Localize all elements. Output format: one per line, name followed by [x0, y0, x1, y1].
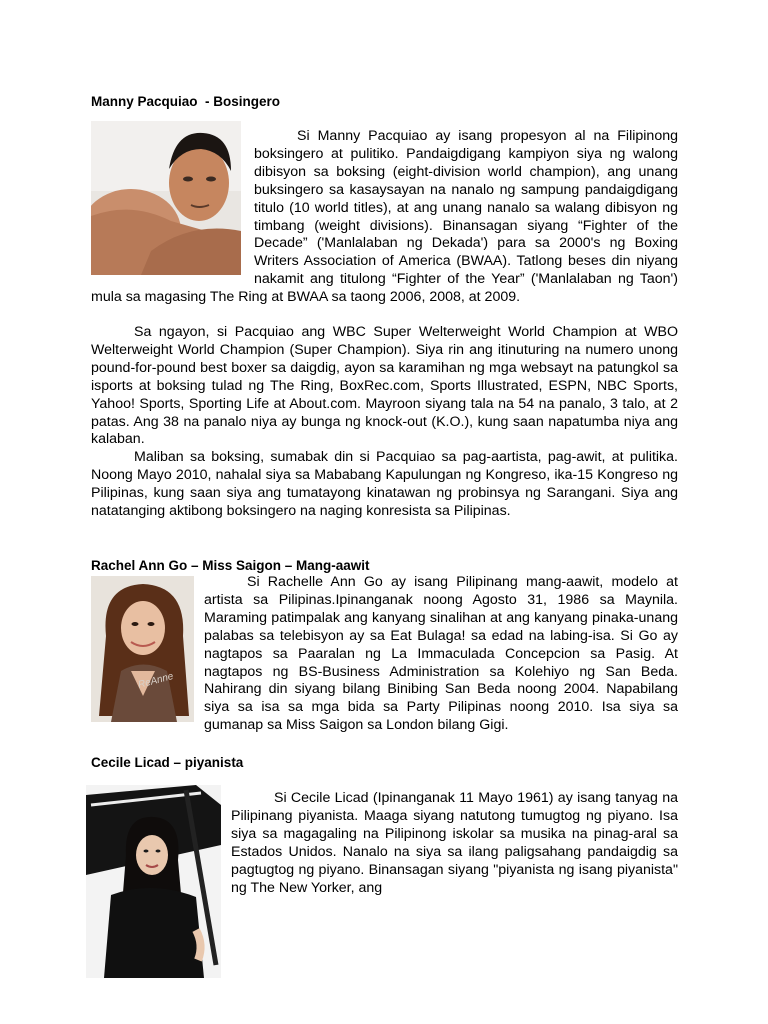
paragraph-text: Si Manny Pacquiao ay isang propesyon al na Filipinong boksingero at pulitiko. Pandaigdigang kampiyon siya ng walong dibisyon sa boksing (eight-division world champion), ang unang buksingero sa kasaysayan na nanalo ng sampung pandaigdigang titulo (10 world titles), at ang unang nanalo sa walang dibisyon ng timbang (weight divisions). Binansagan siyang “Fighter of the Decade” ('Manlalaban ng Dekada') para sa 2000's ng Boxing Writers Association of America (BWAA). Tatlong beses din niyang nakamit ang titulong “Fighter of the Year” ('Manlalaban ng Taon') mula sa magasing The Ring at BWAA sa taong 2006, 2008, at 2009. — [91, 128, 678, 306]
photo-cecile-licad — [86, 785, 221, 978]
paragraph-cecile-licad: Si Cecile Licad (Ipinanganak 11 Mayo 1961) ay isang tanyag na Pilipinang piyanista. Maaga siyang natutong tumugtog ng piyano. Isa siya sa magagaling na Pilipinong iskolar sa musika na pinag-aral sa Estados Unidos. Nanalo na siya sa ilang paligsahang pandaigdig sa pagtugtog ng piyano. Binansagan siyang "piyanista ng isang piyanista" ng The New Yorker, ang — [231, 790, 678, 896]
section-heading-rachel-ann-go: Rachel Ann Go – Miss Saigon – Mang-aawit — [91, 558, 370, 573]
section-heading-pacquiao: Manny Pacquiao - Bosingero — [91, 94, 281, 109]
paragraph-pacquiao-1 — [91, 128, 678, 307]
photo-rachel-ann-go — [91, 576, 194, 722]
paragraph-rachel-ann-go: Si Rachelle Ann Go ay isang Pilipinang mang-aawit, modelo at artista sa Pilipinas.Ipinanganak noong Agosto 31, 1986 sa Maynila. Maraming patimpalak ang kanyang sinalihan at ang kanyang pinaka-unang palabas sa telebisyon ay sa Eat Bulaga! sa edad na labing-isa. Si Go ay nagtapos sa Paaralan ng La Immaculada Concepcion sa Pasig. At nagtapos ng BS-Business Administration sa Kolehiyo ng San Beda. Nahirang din siyang bilang Binibing San Beda noong 2004. Napabilang siya sa isa sa mga bida sa Party Pilipinas noong 2010. Isa siya sa gumanap sa Miss Saigon sa London bilang Gigi. — [204, 574, 678, 734]
image-float-spacer — [91, 128, 254, 274]
photo-watermark: ReAnne — [136, 670, 175, 691]
paragraph-pacquiao-3: Maliban sa boksing, sumabak din si Pacquiao sa pag-aartista, pag-awit, at pulitika. Noong Mayo 2010, nahalal siya sa Mababang Kapulungan ng Kongreso, ika-15 Kongreso ng Pilipinas, kung saan siya ang tumatayong kinatawan ng probinsya ng Sarangani. Siya ang natatanging aktibong boksingero na naging konresista sa Pilipinas. — [91, 449, 678, 519]
section-heading-cecile-licad: Cecile Licad – piyanista — [91, 755, 244, 770]
paragraph-pacquiao-2: Sa ngayon, si Pacquiao ang WBC Super Welterweight World Champion at WBO Welterweight World Champion (Super Champion). Siya rin ang itinuturing na numero unong pound-for-pound best boxer sa daigdig, ayon sa karamihan ng mga websayt na patungkol sa isports at boksing tulad ng The Ring, BoxRec.com, Sports Illustrated, ESPN, NBC Sports, Yahoo! Sports, Sporting Life at About.com. Mayroon siyang tala na 54 na panalo, 3 talo, at 2 patas. Ang 38 na panalo niya ay bunga ng knock-out (K.O.), kung saan napatumba niya ang kalaban. — [91, 324, 678, 448]
